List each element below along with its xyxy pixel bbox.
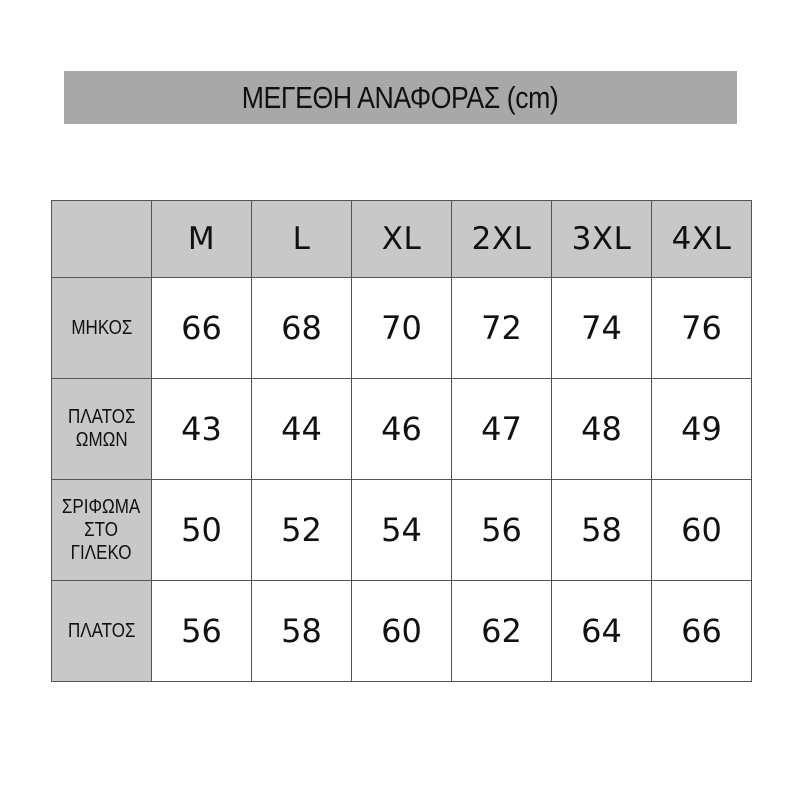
row-label-length: ΜΗΚΟΣ	[52, 278, 152, 379]
size-header-m: M	[152, 201, 252, 278]
table-row-length	[52, 278, 752, 379]
size-header-2xl: 2XL	[452, 201, 552, 278]
table-cell: 58	[252, 581, 352, 682]
table-cell: 49	[652, 379, 752, 480]
table-cell: 66	[152, 278, 252, 379]
table-cell: 56	[452, 480, 552, 581]
table-cell: 54	[352, 480, 452, 581]
title-banner	[64, 71, 737, 124]
size-chart-table	[51, 200, 752, 682]
size-header-xl: XL	[352, 201, 452, 278]
table-cell: 60	[652, 480, 752, 581]
table-cell: 56	[152, 581, 252, 682]
table-cell: 62	[452, 581, 552, 682]
page-title: ΜΕΓΕΘΗ ΑΝΑΦΟΡΑΣ (cm)	[242, 79, 559, 115]
table-cell: 76	[652, 278, 752, 379]
row-label-shoulder-width: ΠΛΑΤΟΣ ΩΜΩΝ	[52, 379, 152, 480]
size-header-row	[52, 201, 752, 278]
table-cell: 70	[352, 278, 452, 379]
table-cell: 46	[352, 379, 452, 480]
size-header-l: L	[252, 201, 352, 278]
table-cell: 48	[552, 379, 652, 480]
table-cell: 43	[152, 379, 252, 480]
table-row-shoulder-width	[52, 379, 752, 480]
corner-cell	[52, 201, 152, 278]
table-cell: 58	[552, 480, 652, 581]
size-header-3xl: 3XL	[552, 201, 652, 278]
table-cell: 50	[152, 480, 252, 581]
table-cell: 74	[552, 278, 652, 379]
table-row-vest-fit	[52, 480, 752, 581]
row-label-width: ΠΛΑΤΟΣ	[52, 581, 152, 682]
table-row-width	[52, 581, 752, 682]
table-cell: 47	[452, 379, 552, 480]
table-cell: 60	[352, 581, 452, 682]
table-cell: 66	[652, 581, 752, 682]
table-cell: 52	[252, 480, 352, 581]
table-cell: 72	[452, 278, 552, 379]
table-cell: 64	[552, 581, 652, 682]
table-cell: 44	[252, 379, 352, 480]
table-cell: 68	[252, 278, 352, 379]
size-header-4xl: 4XL	[652, 201, 752, 278]
row-label-vest-fit: ΣΡΙΦΩΜΑ ΣΤΟ ΓΙΛΕΚΟ	[52, 480, 152, 581]
